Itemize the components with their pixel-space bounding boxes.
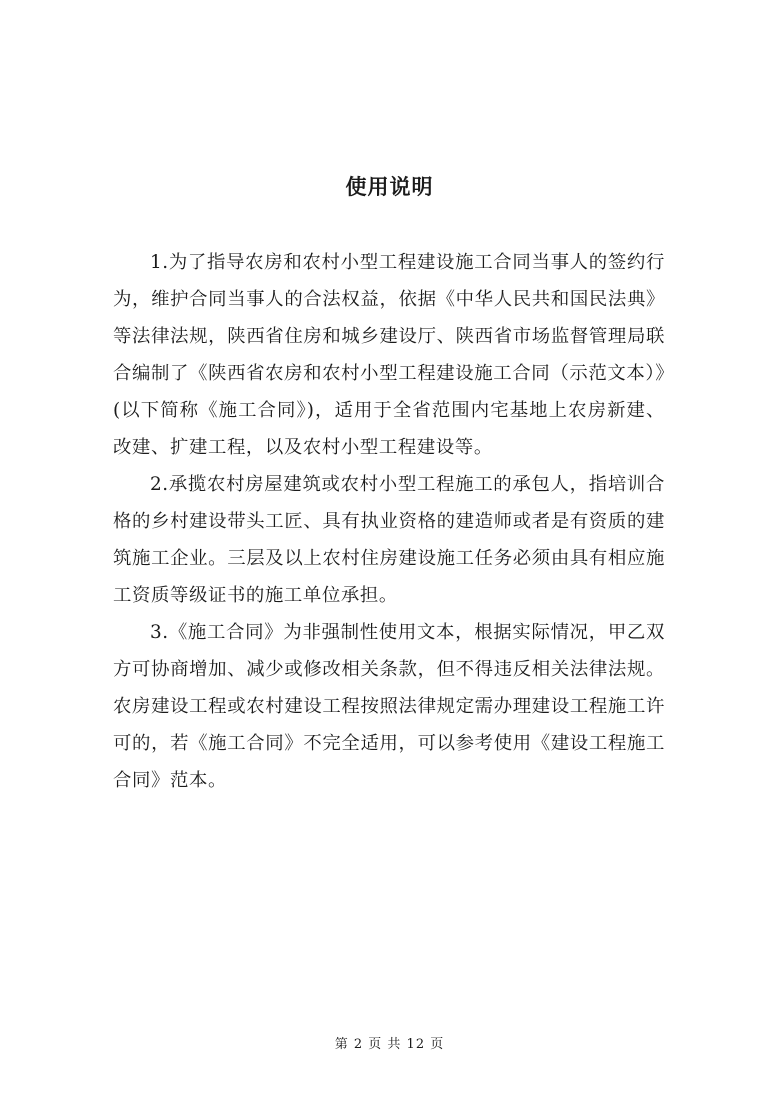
paragraph-3: 3.《施工合同》为非强制性使用文本，根据实际情况，甲乙双方可协商增加、减少或修改相关条款，但不得违反相关法律法规。农房建设工程或农村建设工程按照法律规定需办理建设工程施工许可的，若《施工合同》不完全适用，可以参考使用《建设工程施工合同》范本。 [113, 622, 665, 791]
page-footer: 第 2 页 共 12 页 [334, 1037, 445, 1052]
paragraph-2: 2.承揽农村房屋建筑或农村小型工程施工的承包人，指培训合格的乡村建设带头工匠、具有执业资格的建造师或者是有资质的建筑施工企业。三层及以上农村住房建设施工任务必须由具有相应施工资质等级证书的施工单位承担。 [113, 474, 665, 606]
document-body [113, 244, 665, 799]
page-title: 使用说明 [345, 175, 434, 199]
paragraph-1: 1.为了指导农房和农村小型工程建设施工合同当事人的签约行为，维护合同当事人的合法权益，依据《中华人民共和国民法典》等法律法规，陕西省住房和城乡建设厅、陕西省市场监督管理局联合编制了《陕西省农房和农村小型工程建设施工合同（示范文本）》(以下简称《施工合同》)，适用于全省范围内宅基地上农房新建、改建、扩建工程，以及农村小型工程建设等。 [113, 252, 665, 458]
